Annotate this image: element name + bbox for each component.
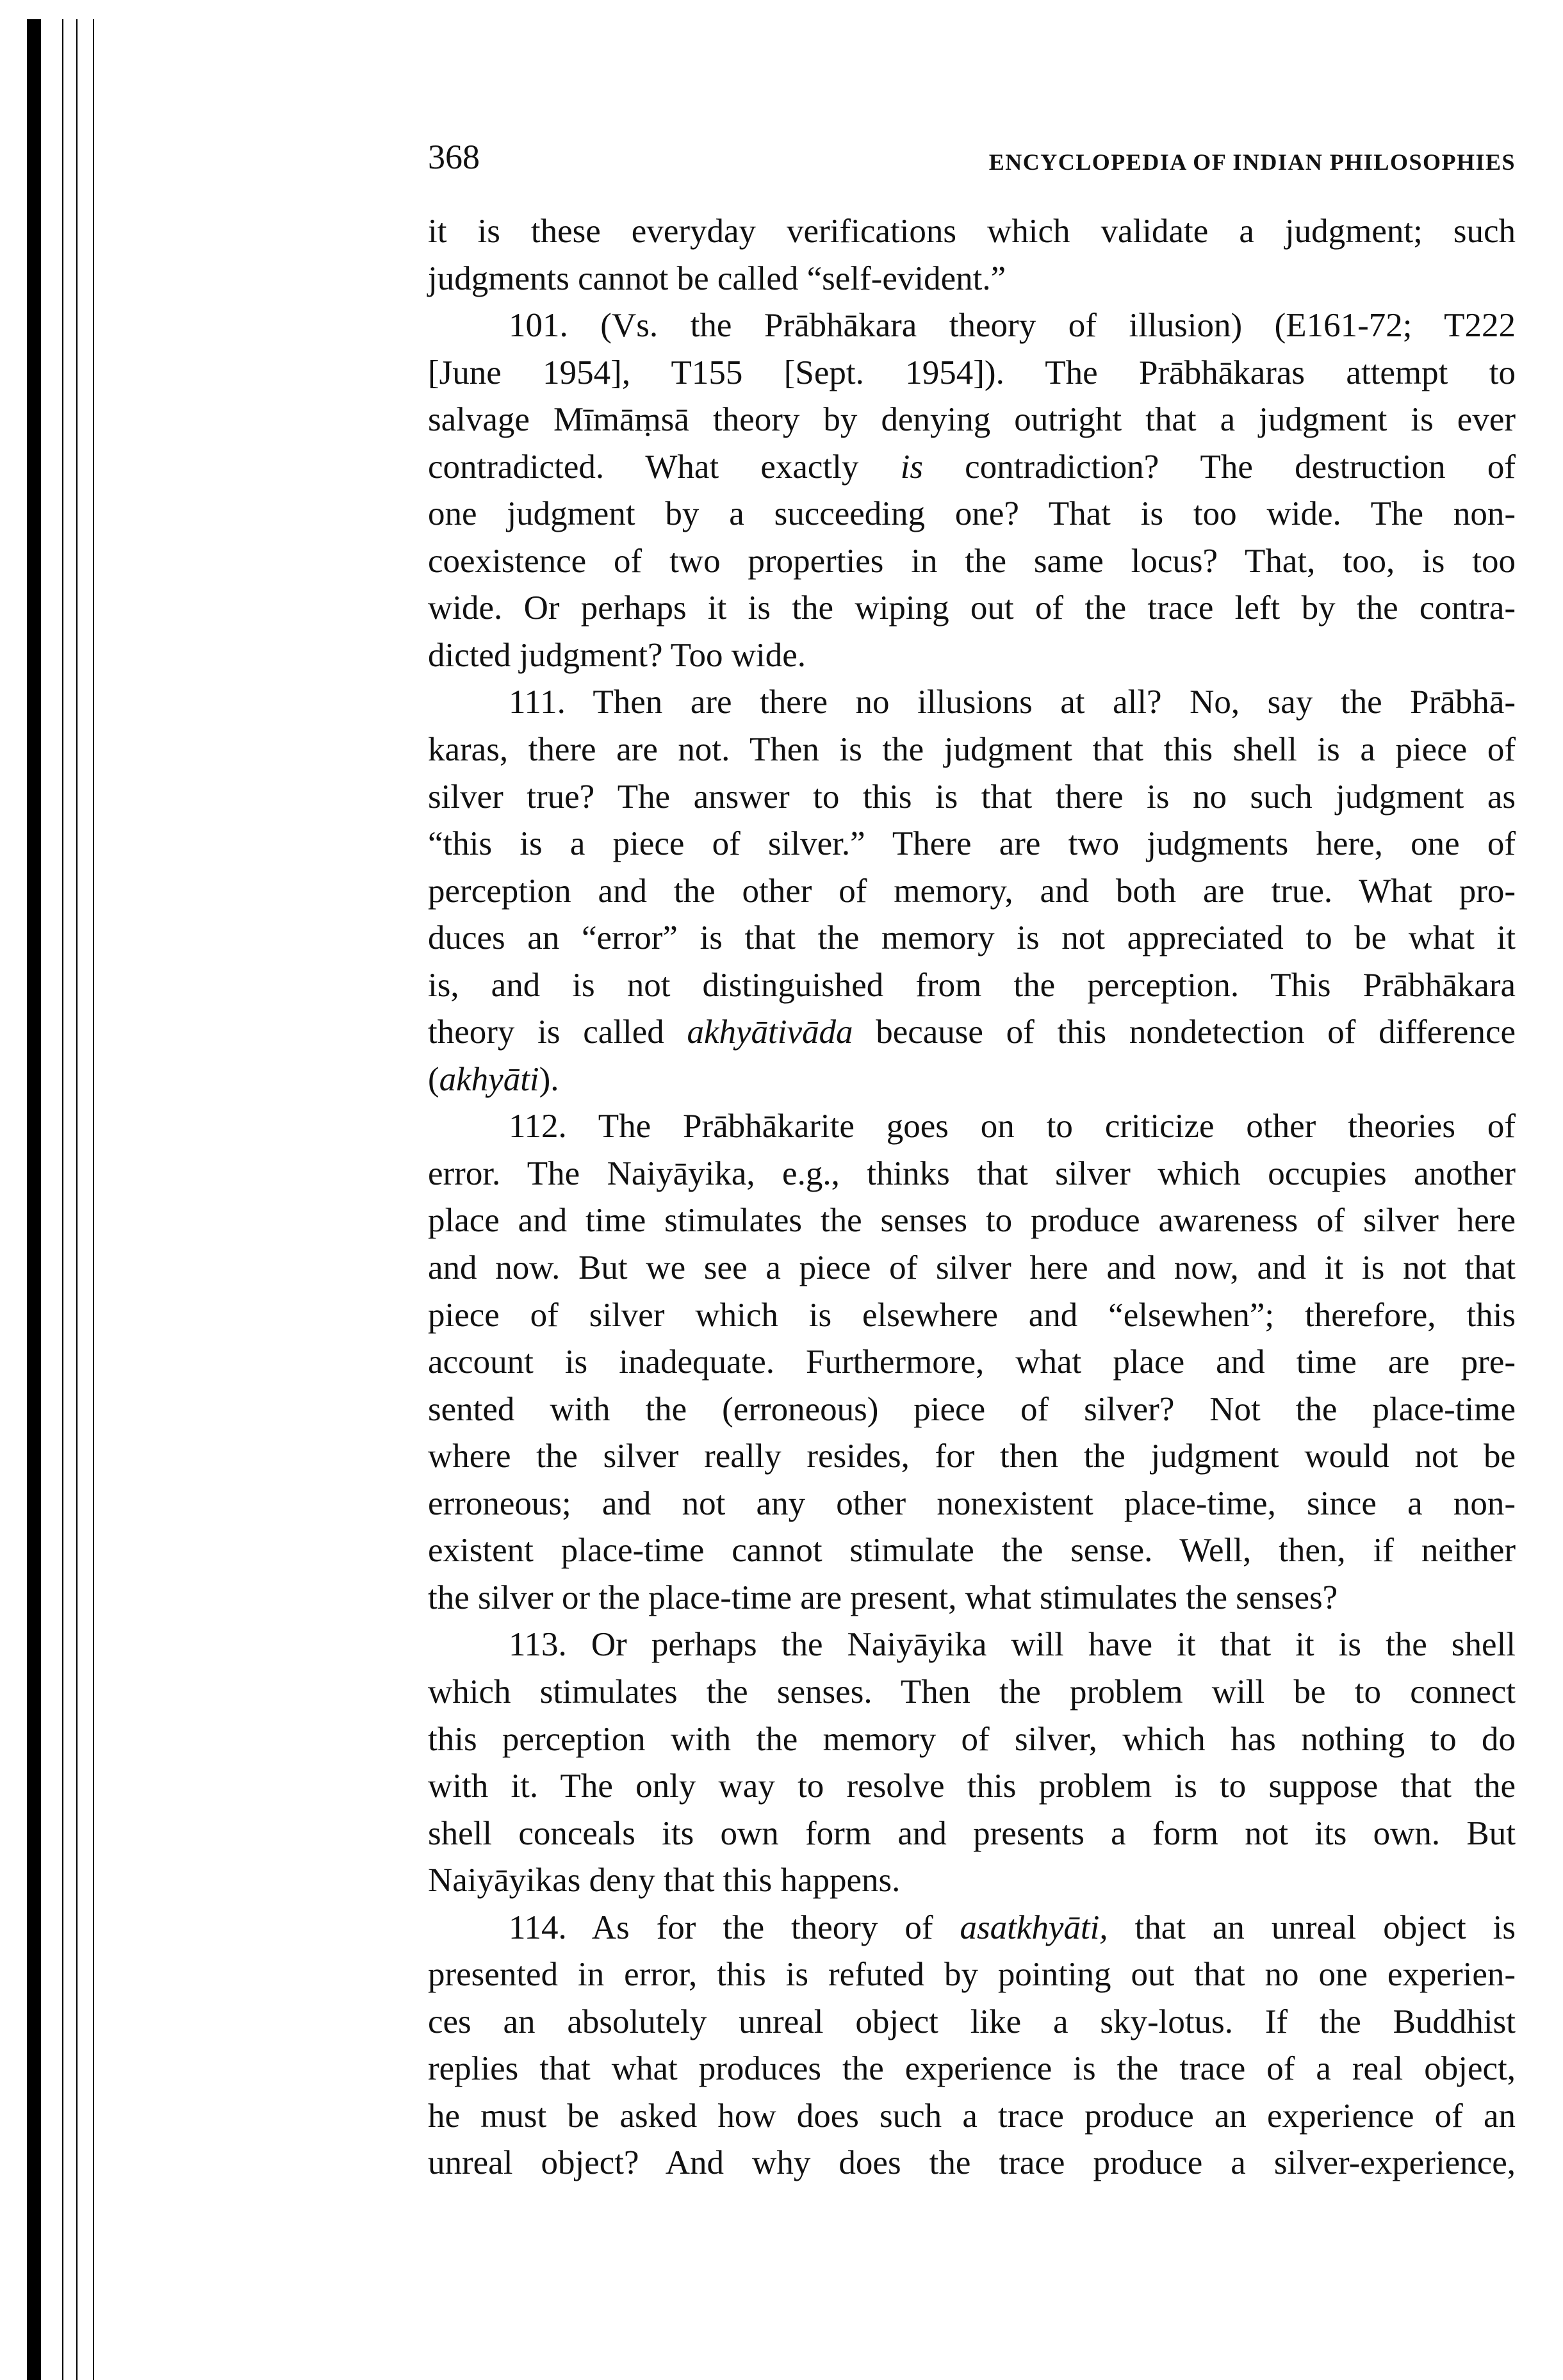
text-segment: contradiction? The destruction of <box>922 448 1516 486</box>
text-line <box>428 1245 1516 1292</box>
binding-edge-line <box>62 19 63 2380</box>
text-segment: [June 1954], T155 [Sept. 1954]). The Prābhākaras attempt to <box>428 354 1516 391</box>
text-segment: 111. Then are there no illusions at all? No, say the Prābhā- <box>509 684 1516 721</box>
text-segment: duces an “error” is that the memory is not appreciated to be what it <box>428 919 1516 957</box>
text-segment: it is these everyday verifications which validate a judgment; such <box>428 213 1516 250</box>
text-line <box>428 350 1516 397</box>
text-line <box>428 868 1516 915</box>
text-segment: which stimulates the senses. Then the problem will be to connect <box>428 1673 1516 1711</box>
body-text <box>428 208 1516 2187</box>
text-segment: judgments cannot be called “self-evident.” <box>428 259 1006 297</box>
running-head: ENCYCLOPEDIA OF INDIAN PHILOSOPHIES <box>988 149 1516 175</box>
text-segment: erroneous; and not any other nonexistent place-time, since a non- <box>428 1484 1516 1522</box>
text-segment: error. The Naiyāyika, e.g., thinks that silver which occupies another <box>428 1154 1516 1192</box>
page-number: 368 <box>428 138 480 176</box>
text-segment: unreal object? And why does the trace produce a silver-experience, <box>428 2144 1516 2182</box>
text-segment: place and time stimulates the senses to produce awareness of silver here <box>428 1202 1516 1240</box>
text-line <box>428 1481 1516 1528</box>
binding-edge-line <box>76 19 78 2380</box>
italic-term: akhyāti <box>439 1060 539 1098</box>
text-line <box>428 679 1516 726</box>
text-segment: this perception with the memory of silver, which has nothing to do <box>428 1720 1516 1758</box>
text-line <box>428 585 1516 632</box>
text-segment: “this is a piece of silver.” There are two judgments here, one of <box>428 825 1516 863</box>
text-segment: because of this nondetection of difference <box>853 1014 1516 1051</box>
text-segment: 114. As for the theory of <box>509 1908 960 1946</box>
text-line <box>428 632 1516 680</box>
text-line <box>428 821 1516 868</box>
text-segment: the silver or the place-time are present, what stimulates the senses? <box>428 1579 1338 1616</box>
text-segment: coexistence of two properties in the same locus? That, too, is too <box>428 542 1516 580</box>
text-line <box>428 2140 1516 2187</box>
text-line <box>428 1339 1516 1386</box>
text-line <box>428 1669 1516 1716</box>
text-line <box>428 726 1516 774</box>
text-line <box>428 1009 1516 1056</box>
binding-edge-thick-bar <box>27 19 41 2380</box>
italic-term: is <box>900 448 923 486</box>
text-line <box>428 302 1516 350</box>
text-segment: sented with the (erroneous) piece of silver? Not the place-time <box>428 1390 1516 1428</box>
text-segment: account is inadequate. Furthermore, what place and time are pre- <box>428 1343 1516 1381</box>
text-segment: perception and the other of memory, and both are true. What pro- <box>428 872 1516 910</box>
text-segment: silver true? The answer to this is that there is no such judgment as <box>428 778 1516 816</box>
text-segment: Naiyāyikas deny that this happens. <box>428 1862 901 1900</box>
text-segment: is, and is not distinguished from the perception. This Prābhākara <box>428 966 1516 1004</box>
text-segment: ). <box>539 1060 559 1098</box>
text-segment: shell conceals its own form and presents a form not its own. But <box>428 1814 1516 1852</box>
text-line <box>428 1386 1516 1434</box>
text-segment: dicted judgment? Too wide. <box>428 636 806 674</box>
text-segment: 113. Or perhaps the Naiyāyika will have it that it is the shell <box>509 1626 1516 1664</box>
text-line <box>428 1905 1516 1952</box>
text-segment: wide. Or perhaps it is the wiping out of the trace left by the contra- <box>428 589 1516 627</box>
text-segment: one judgment by a succeeding one? That is too wide. The non- <box>428 495 1516 533</box>
text-line <box>428 491 1516 538</box>
text-segment: with it. The only way to resolve this problem is to suppose that the <box>428 1768 1516 1805</box>
text-segment: salvage Mīmāṃsā theory by denying outright that a judgment is ever <box>428 401 1516 439</box>
text-segment: ces an absolutely unreal object like a sky-lotus. If the Buddhist <box>428 2003 1516 2040</box>
text-segment: he must be asked how does such a trace produce an experience of an <box>428 2097 1516 2135</box>
text-line <box>428 1999 1516 2046</box>
text-line <box>428 1575 1516 1622</box>
text-segment: and now. But we see a piece of silver here and now, and it is not that <box>428 1249 1516 1287</box>
text-segment: theory is called <box>428 1014 687 1051</box>
text-segment: karas, there are not. Then is the judgment that this shell is a piece of <box>428 731 1516 769</box>
text-line <box>428 256 1516 303</box>
text-line <box>428 1056 1516 1104</box>
text-line <box>428 397 1516 444</box>
text-line <box>428 774 1516 821</box>
text-line <box>428 1433 1516 1481</box>
text-line <box>428 915 1516 962</box>
text-line <box>428 2046 1516 2093</box>
text-line <box>428 1763 1516 1810</box>
text-line <box>428 1857 1516 1905</box>
text-line <box>428 1197 1516 1245</box>
text-segment: piece of silver which is elsewhere and “elsewhen”; therefore, this <box>428 1296 1516 1334</box>
text-line <box>428 1103 1516 1151</box>
italic-term: asatkhyāti, <box>960 1908 1108 1946</box>
text-line <box>428 1527 1516 1575</box>
text-segment: 112. The Prābhākarite goes on to criticize other theories of <box>509 1108 1516 1145</box>
text-line <box>428 1292 1516 1340</box>
text-line <box>428 444 1516 491</box>
text-line <box>428 208 1516 256</box>
text-segment: contradicted. What exactly <box>428 448 901 486</box>
text-line <box>428 1716 1516 1764</box>
text-line <box>428 962 1516 1010</box>
text-line <box>428 2093 1516 2140</box>
text-segment: where the silver really resides, for then the judgment would not be <box>428 1438 1516 1475</box>
text-segment: replies that what produces the experience is the trace of a real object, <box>428 2050 1516 2088</box>
text-segment: ( <box>428 1060 439 1098</box>
text-line <box>428 538 1516 586</box>
text-segment: 101. (Vs. the Prābhākara theory of illusion) (E161-72; T222 <box>509 307 1516 345</box>
italic-term: akhyātivāda <box>687 1014 853 1051</box>
text-line <box>428 1151 1516 1198</box>
text-line <box>428 1951 1516 1999</box>
text-line <box>428 1810 1516 1858</box>
text-segment: presented in error, this is refuted by pointing out that no one experien- <box>428 1956 1516 1994</box>
text-segment: existent place-time cannot stimulate the sense. Well, then, if neither <box>428 1532 1516 1570</box>
binding-edge-line <box>93 19 94 2380</box>
text-line <box>428 1621 1516 1669</box>
text-segment: that an unreal object is <box>1108 1908 1516 1946</box>
